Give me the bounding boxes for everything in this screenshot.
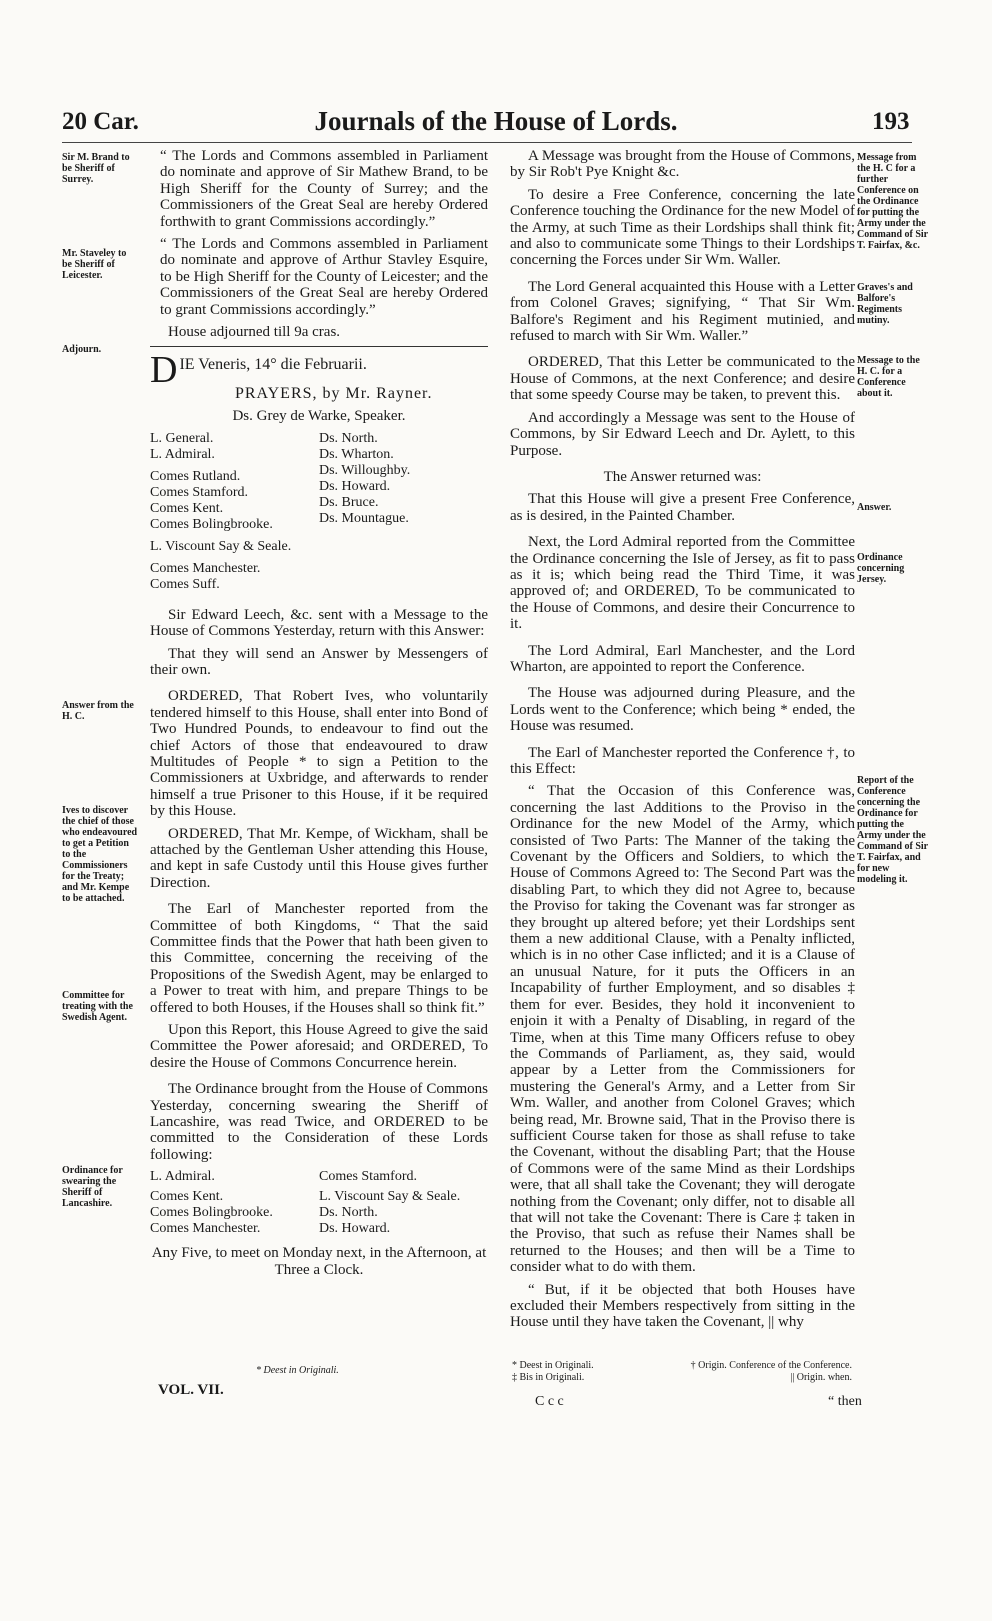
committee-member: Comes Kent.	[150, 1189, 224, 1205]
committee-member: L. Admiral.	[150, 1169, 215, 1185]
footnote-left: * Deest in Originali.	[256, 1365, 339, 1376]
paragraph: The Answer returned was:	[603, 468, 762, 485]
margin-note-left: Answer from the H. C.	[62, 700, 134, 722]
paragraph: The Lord General acquainted this House with a Letter from Colonel Graves; signifying, “ That Sir Wm. Balfore's Regiment and his Regiment mutinied, and refused to march with Sir Wm. Waller.”	[510, 278, 855, 345]
header-rule	[62, 142, 912, 143]
committee-member: Comes Stamford.	[319, 1169, 417, 1185]
left-column	[150, 148, 488, 1284]
attendee: Comes Suff.	[150, 576, 220, 592]
committee-member: L. Viscount Say & Seale.	[319, 1189, 461, 1205]
committee-list	[150, 1169, 488, 1237]
attendee: Ds. Bruce.	[319, 494, 379, 510]
margin-note-left: Adjourn.	[62, 344, 102, 355]
attendee: Ds. Howard.	[319, 478, 391, 494]
paragraph: The Ordinance brought from the House of Commons Yesterday, concerning swearing the Sheriff of Lancashire, was read Twice, and ORDERED to be committed to the Consideration of these Lords following:	[150, 1081, 488, 1163]
paragraph: “ That the Occasion of this Conference was, concerning the last Additions to the Proviso in the Ordinance for the new Model of the Army, which consisted of Two Parts: The Manner of the taking the Covenant by the Officers and Soldiers, to which the House of Commons Agreed to: The Second Part was the disabling Part, to which they did not Agree to, because the Proviso for taking the Covenant was far stronger as they brought up altered before; yet their Lordships sent them a new additional Clause, with a Penalty inflicted, which is in no other Case inflicted; and it is a Clause of an unusual Nature, for it puts the Officers in an Incapability of further Employment, and so disables ‡ them for ever. Besides, they hold it inconvenient to enjoin it with a Penalty of Disabling, in regard of the Time, when at this Time many Officers refuse to obey the Commands of Parliament, as, they said, would appear by a Letter from the Commissioners for mustering the General's Army, and a Letter from Sir Wm. Waller, and another from Colonel Graves; which being read, Mr. Browne said, That in the Proviso there is sufficient Course taken for those as shall refuse to take the Covenant, without the disabling Part; that the House of Commons were of the same Mind as their Lordships were, that all shall take the Covenant; they will derogate nothing from the Covenant; only differ, not to disable all that will not take the Covenant: There is Care ‡ taken in the Proviso, that such as refuse their Names shall be returned to the Houses; and then will be a Time to consider what to do with them.	[510, 783, 855, 1276]
margin-note-right: Ordinance concerning Jersey.	[857, 552, 905, 585]
speaker-line: Ds. Grey de Warke, Speaker.	[232, 408, 406, 425]
footnote-row	[512, 1360, 852, 1372]
paragraph: To desire a Free Conference, concerning the late Conference touching the Ordinance for the new Model of the Army, at such Time as their Lordships shall think fit; and also to communicate some Things to their Lordships concerning the Forces under Sir Wm. Waller.	[510, 186, 855, 269]
footnote-row	[512, 1372, 852, 1384]
paragraph: Next, the Lord Admiral reported from the Committee the Ordinance concerning the Isle of Jersey, as fit to pass as it is; which being read the Third Time, it was approved of; and ORDERED, To be communicated to the House of Commons, and desire their Concurrence to it.	[510, 534, 855, 633]
paragraph: Sir Edward Leech, &c. sent with a Message to the House of Commons Yesterday, return with this Answer:	[150, 606, 488, 640]
footnote: † Origin. Conference of the Conference.	[690, 1360, 852, 1371]
attendee: Comes Stamford.	[150, 484, 248, 500]
paragraph: Upon this Report, this House Agreed to give the said Committee the Power aforesaid; and ORDERED, To desire the House of Commons Concurrence herein.	[150, 1022, 488, 1071]
committee-member: Comes Manchester.	[150, 1221, 261, 1237]
attendee: Ds. Willoughby.	[319, 462, 411, 478]
paragraph: That they will send an Answer by Messengers of their own.	[150, 645, 488, 678]
attendance-list	[150, 431, 488, 593]
paragraph: ORDERED, That this Letter be communicated to the House of Commons, at the next Conference; and desire that some speedy Course may be taken, to prevent this.	[510, 354, 855, 404]
attendee: Comes Kent.	[150, 500, 224, 516]
committee-right	[319, 1169, 488, 1237]
footnote: * Deest in Originali.	[512, 1360, 594, 1371]
paragraph: ORDERED, That Mr. Kempe, of Wickham, shall be attached by the Gentleman Usher attending this House, and kept in safe Custody until this House gives further Direction.	[150, 825, 488, 891]
footnote: ‡ Bis in Originali.	[512, 1372, 585, 1383]
paragraph: Any Five, to meet on Monday next, in the Afternoon, at Three a Clock.	[151, 1245, 487, 1278]
footnote: || Origin. when.	[790, 1372, 852, 1383]
paragraph: A Message was brought from the House of Commons, by Sir Rob't Pye Knight &c.	[510, 148, 855, 181]
paragraph: The Lord Admiral, Earl Manchester, and the Lord Wharton, are appointed to report the Conference.	[510, 642, 855, 675]
right-column	[510, 148, 855, 1337]
section-rule	[150, 346, 488, 347]
catchword: “ then	[828, 1394, 862, 1409]
margin-note-right: Message to the H. C. for a Conference about it.	[857, 355, 920, 399]
paragraph: That this House will give a present Free Conference, as is desired, in the Painted Chamber.	[510, 491, 855, 524]
attendee: Comes Rutland.	[150, 468, 241, 484]
committee-member: Ds. Howard.	[319, 1221, 391, 1237]
paragraph: “ The Lords and Commons assembled in Parliament do nominate and approve of Arthur Stavley Esquire, to be High Sheriff for the County of Leicester; and the Commissioners of the Great Seal are hereby Ordered to grant Commissions accordingly.”	[160, 236, 488, 318]
attendee: L. Admiral.	[150, 446, 215, 462]
prayers-line: PRAYERS, by Mr. Rayner.	[234, 384, 433, 402]
paragraph: The Earl of Manchester reported the Conference †, to this Effect:	[510, 744, 855, 777]
paragraph: ORDERED, That Robert Ives, who voluntarily tendered himself to this House, shall enter into Bond of Two Hundred Pounds, to endeavour to find out the chief Actors of those that endeavoured to draw Multitudes of People * to sign a Petition to the Commissioners at Uxbridge, and afterwards to render himself a true Prisoner to this House, if it be required by this House.	[150, 688, 488, 820]
attendee: Comes Bolingbrooke.	[150, 516, 273, 532]
paragraph: And accordingly a Message was sent to the House of Commons, by Sir Edward Leech and Dr. Aylett, to this Purpose.	[510, 409, 855, 459]
attendee: L. Viscount Say & Seale.	[150, 538, 292, 554]
margin-note-right: Message from the H. C for a further Conference on the Ordinance for putting the Army under the Command of Sir T. Fairfax, &c.	[857, 152, 928, 251]
margin-note-right: Report of the Conference concerning the Ordinance for putting the Army under the Command of Sir T. Fairfax, and for new modeling it.	[857, 775, 928, 885]
attendee: Ds. Wharton.	[319, 446, 394, 462]
margin-note-left: Ordinance for swearing the Sheriff of Lancashire.	[62, 1165, 123, 1209]
volume-label: VOL. VII.	[158, 1382, 224, 1398]
dateline	[150, 349, 488, 392]
attendance-right	[319, 431, 488, 593]
paragraph: “ The Lords and Commons assembled in Parliament do nominate and approve of Sir Mathew Brand, to be High Sheriff for the County of Surrey; and the Commissioners of the Great Seal are hereby Ordered forthwith to grant Commissions accordingly.”	[160, 148, 488, 230]
dateline-text: IE Veneris, 14° die Februarii.	[179, 356, 367, 374]
margin-note-left: Ives to discover the chief of those who endeavoured to get a Petition to the Commissioners for the Treaty; and Mr. Kempe to be attached.	[62, 805, 138, 904]
paragraph: House adjourned till 9a cras.	[168, 324, 341, 341]
attendee: Ds. Mountague.	[319, 510, 409, 526]
attendee: Comes Manchester.	[150, 560, 261, 576]
margin-note-left: Mr. Staveley to be Sheriff of Leicester.	[62, 248, 127, 281]
attendee: Ds. North.	[319, 430, 378, 446]
paragraph: The Earl of Manchester reported from the Committee of both Kingdoms, “ That the said Committee finds that the Power that hath been given to this Committee, concerning the receiving of the Propositions of the Swedish Agent, may be enlarged to a Power to treat with him, and prepare Things to be offered to both Houses, if the Houses shall so think fit.”	[150, 901, 488, 1016]
page-number: 193	[872, 108, 910, 135]
signature-mark: C c c	[535, 1394, 564, 1409]
margin-note-right: Graves's and Balfore's Regiments mutiny.	[857, 282, 913, 326]
margin-note-left: Sir M. Brand to be Sheriff of Surrey.	[62, 152, 130, 185]
paragraph: The House was adjourned during Pleasure, and the Lords went to the Conference; which being * ended, the House was resumed.	[510, 685, 855, 735]
attendee: L. General.	[150, 430, 214, 446]
committee-member: Ds. North.	[319, 1205, 378, 1221]
margin-note-right: Answer.	[857, 502, 892, 513]
running-head-title: Journals of the House of Lords.	[314, 106, 678, 136]
paragraph: “ But, if it be objected that both Houses have excluded their Members respectively from sitting in the House until they have taken the Covenant, || why	[510, 1281, 855, 1331]
committee-left	[150, 1169, 319, 1237]
drop-cap: D	[150, 349, 178, 392]
running-head-left: 20 Car.	[62, 108, 139, 135]
committee-member: Comes Bolingbrooke.	[150, 1205, 273, 1221]
attendance-left	[150, 431, 319, 593]
footnotes-right	[512, 1360, 852, 1384]
margin-note-left: Committee for treating with the Swedish Agent.	[62, 990, 133, 1023]
